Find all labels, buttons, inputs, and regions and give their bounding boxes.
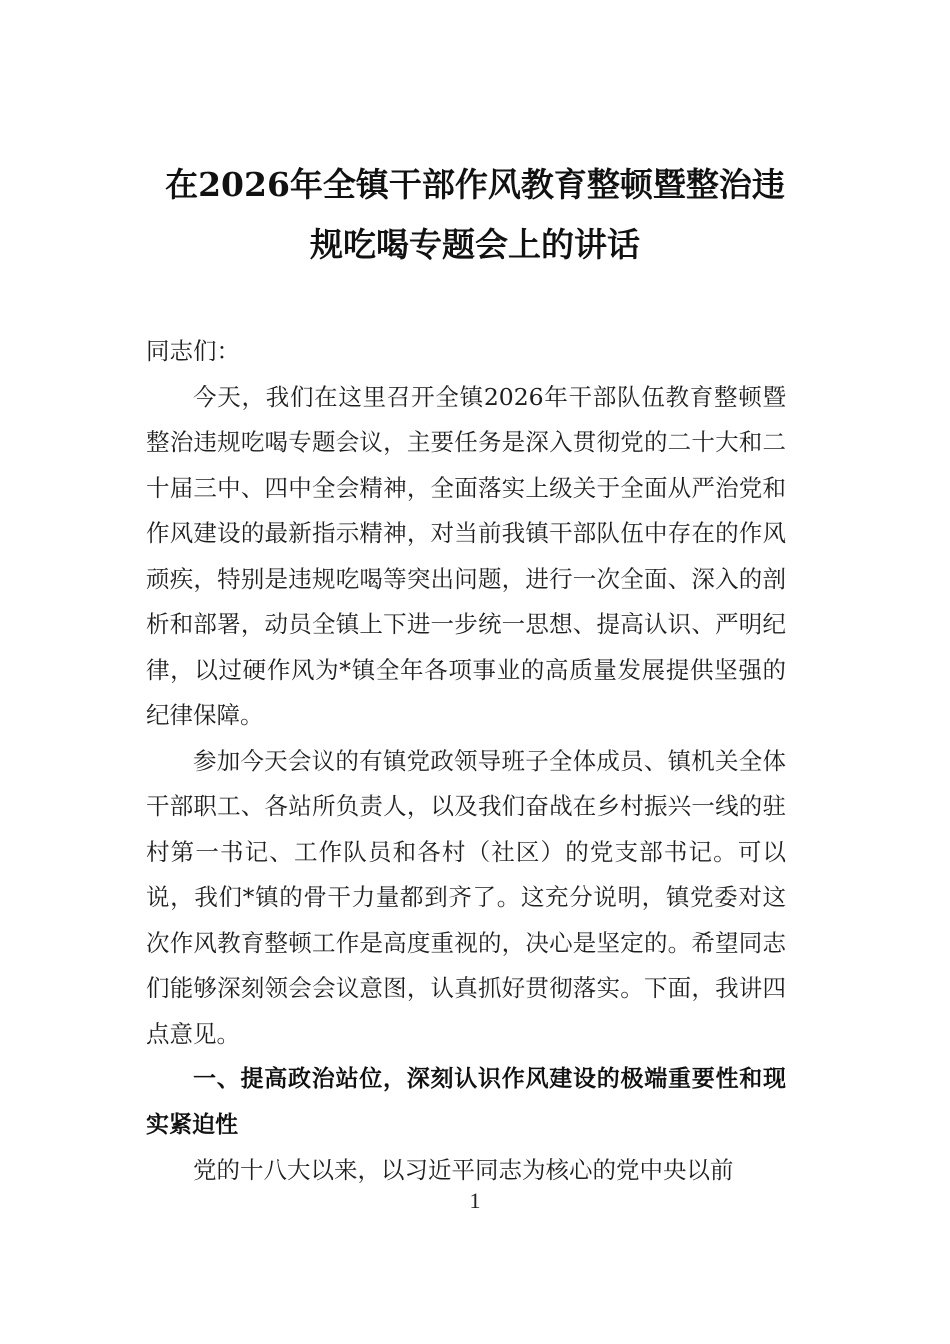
paragraph-2: 参加今天会议的有镇党政领导班子全体成员、镇机关全体干部职工、各站所负责人，以及我们奋战在乡村振兴一线的驻村第一书记、工作队员和各村（社区）的党支部书记。可以说，我们*镇的骨干力量都到齐了。这充分说明，镇党委对这次作风教育整顿工作是高度重视的，决心是坚定的。希望同志们能够深刻领会会议意图，认真抓好贯彻落实。下面，我讲四点意见。 xyxy=(146,746,786,1048)
page-number: 1 xyxy=(469,1188,481,1213)
document-body xyxy=(146,329,786,1194)
title-line-1: 在2026年全镇干部作风教育整顿暨整治违 xyxy=(165,165,785,204)
title-line-2: 规吃喝专题会上的讲话 xyxy=(310,225,640,264)
paragraph-1: 今天，我们在这里召开全镇2026年干部队伍教育整顿暨整治违规吃喝专题会议，主要任务是深入贯彻党的二十大和二十届三中、四中全会精神，全面落实上级关于全面从严治党和作风建设的最新指示精神，对当前我镇干部队伍中存在的作风顽疾，特别是违规吃喝等突出问题，进行一次全面、深入的剖析和部署，动员全镇上下进一步统一思想、提高认识、严明纪律，以过硬作风为*镇全年各项事业的高质量发展提供坚强的纪律保障。 xyxy=(146,382,786,729)
section-heading-1: 一、提高政治站位，深刻认识作风建设的极端重要性和现实紧迫性 xyxy=(146,1066,786,1138)
document-title xyxy=(120,155,830,275)
salutation: 同志们： xyxy=(146,337,240,365)
paragraph-3: 党的十八大以来，以习近平同志为核心的党中央以前 xyxy=(193,1156,734,1184)
